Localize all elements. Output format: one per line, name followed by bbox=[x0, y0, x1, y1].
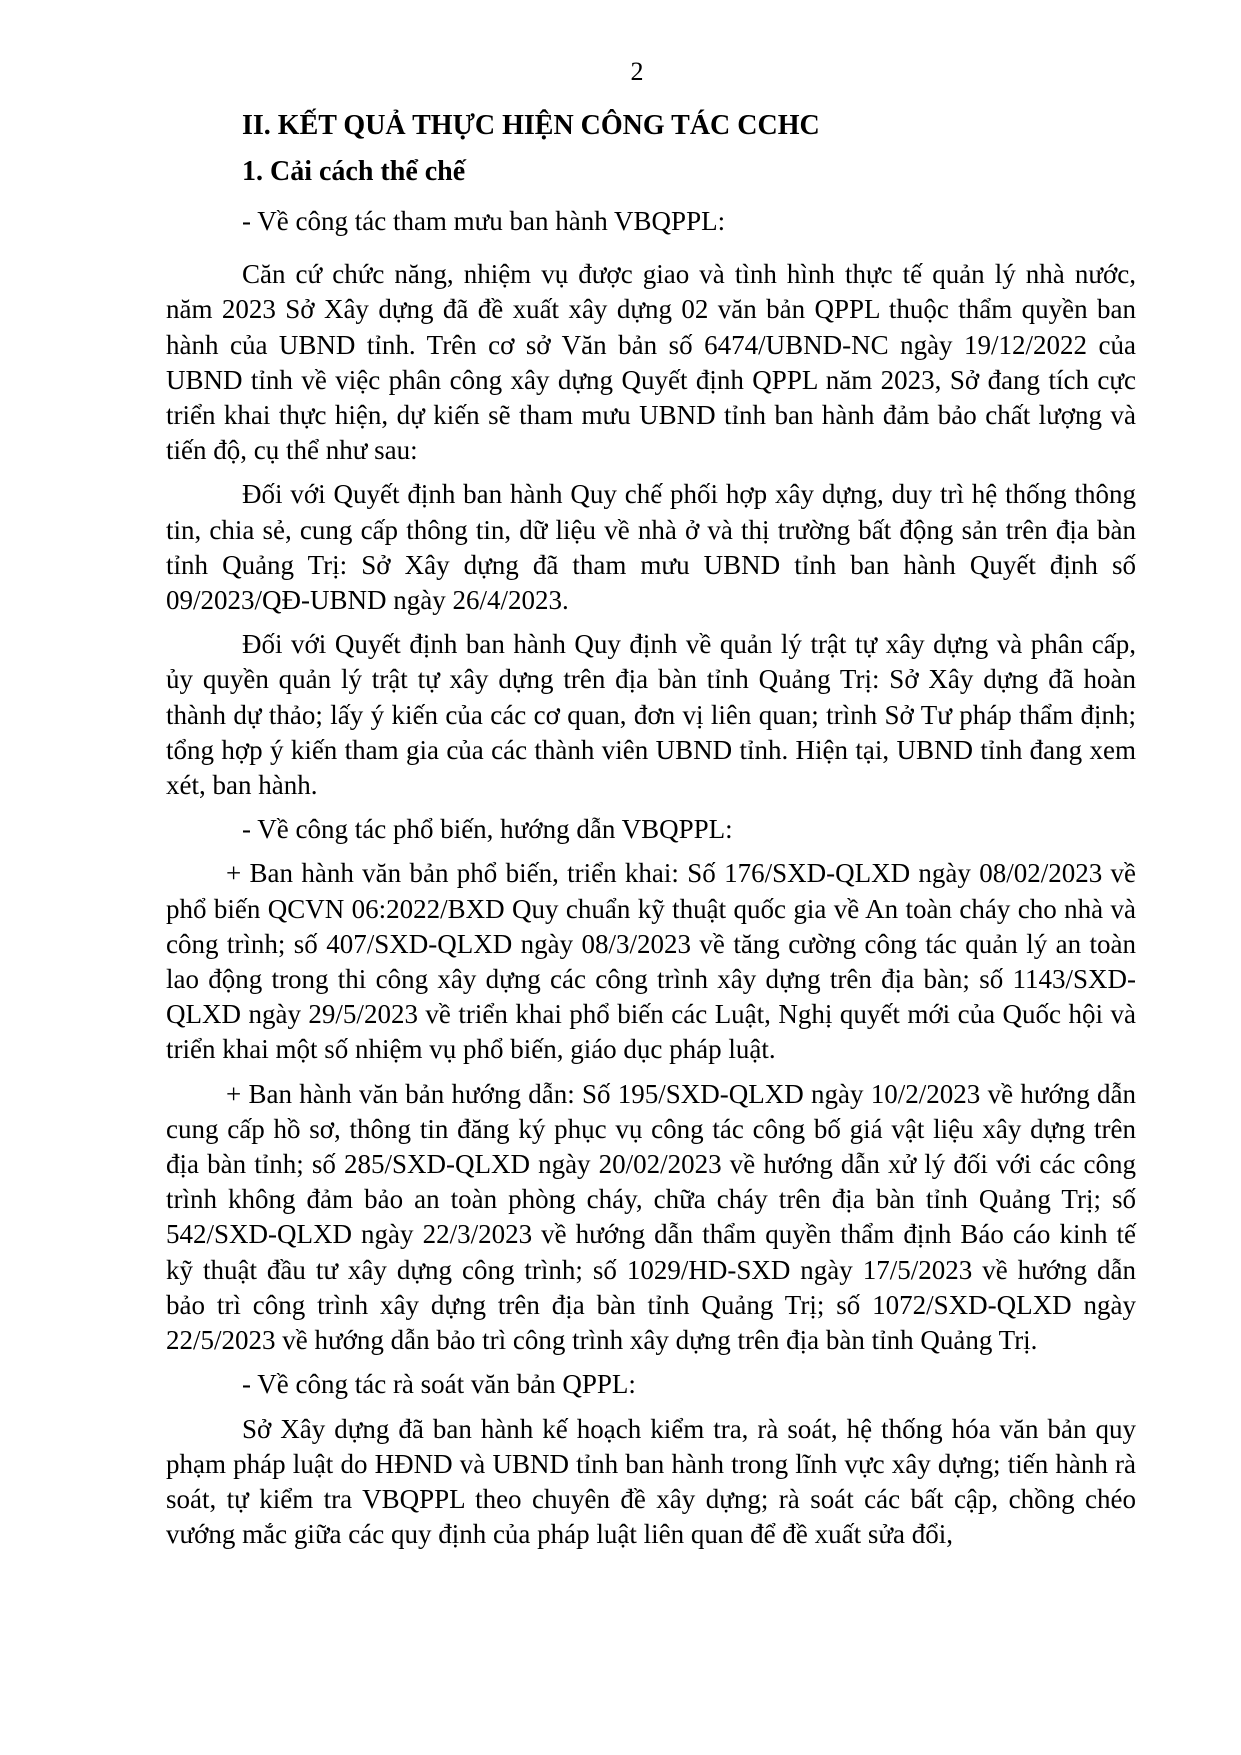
paragraph-dash-drafting: - Về công tác tham mưu ban hành VBQPPL: bbox=[242, 206, 726, 236]
paragraph-plus-guidance: + Ban hành văn bản hướng dẫn: Số 195/SXD-QLXD ngày 10/2/2023 về hướng dẫn cung cấp hồ sơ, thông tin đăng ký phục vụ công tác công bố giá vật liệu xây dựng trên địa bàn tỉnh; số 285/SXD-QLXD ngày 20/02/2023 về hướng dẫn xử lý đối với các công trình không đảm bảo an toàn phòng cháy, chữa cháy trên địa bàn tỉnh Quảng Trị; số 542/SXD-QLXD ngày 22/3/2023 về hướng dẫn thẩm quyền thẩm định Báo cáo kinh tế kỹ thuật đầu tư xây dựng công trình; số 1029/HD-SXD ngày 17/5/2023 về hướng dẫn bảo trì công trình xây dựng trên địa bàn tỉnh Quảng Trị; số 1072/SXD-QLXD ngày 22/5/2023 về hướng dẫn bảo trì công trình xây dựng trên địa bàn tỉnh Quảng Trị. bbox=[166, 1078, 1136, 1356]
paragraph-dash-dissemination: - Về công tác phổ biến, hướng dẫn VBQPPL: bbox=[242, 814, 733, 845]
paragraph-dash-review: - Về công tác rà soát văn bản QPPL: bbox=[242, 1369, 636, 1400]
section-heading: II. KẾT QUẢ THỰC HIỆN CÔNG TÁC CCHC bbox=[242, 110, 820, 141]
paragraph-plus-dissemination: + Ban hành văn bản phổ biến, triển khai: Số 176/SXD-QLXD ngày 08/02/2023 về phổ biến QCVN 06:2022/BXD Quy chuẩn kỹ thuật quốc gia về An toàn cháy cho nhà và công trình; số 407/SXD-QLXD ngày 08/3/2023 về tăng cường công tác quản lý an toàn lao động trong thi công xây dựng các công trình xây dựng trên địa bàn; số 1143/SXD-QLXD ngày 29/5/2023 về triển khai phổ biến các Luật, Nghị quyết mới của Quốc hội và triển khai một số nhiệm vụ phổ biến, giáo dục pháp luật. bbox=[166, 858, 1136, 1065]
paragraph-decision-housing-info: Đối với Quyết định ban hành Quy chế phối hợp xây dựng, duy trì hệ thống thông tin, chia sẻ, cung cấp thông tin, dữ liệu về nhà ở và thị trường bất động sản trên địa bàn tỉnh Quảng Trị: Sở Xây dựng đã tham mưu UBND tỉnh ban hành Quyết định số 09/2023/QĐ-UBND ngày 26/4/2023. bbox=[166, 479, 1136, 616]
subsection-heading: 1. Cải cách thể chế bbox=[242, 156, 466, 187]
document-page bbox=[166, 52, 1136, 1561]
page-number: 2 bbox=[630, 57, 644, 86]
paragraph-review-plan: Sở Xây dựng đã ban hành kế hoạch kiểm tra, rà soát, hệ thống hóa văn bản quy phạm pháp luật do HĐND và UBND tỉnh ban hành trong lĩnh vực xây dựng; tiến hành rà soát, tự kiểm tra VBQPPL theo chuyên đề xây dựng; rà soát các bất cập, chồng chéo vướng mắc giữa các quy định của pháp luật liên quan để đề xuất sửa đổi, bbox=[166, 1413, 1136, 1550]
paragraph-decision-construction-order: Đối với Quyết định ban hành Quy định về quản lý trật tự xây dựng và phân cấp, ủy quyền quản lý trật tự xây dựng trên địa bàn tỉnh Quảng Trị: Sở Xây dựng đã hoàn thành dự thảo; lấy ý kiến của các cơ quan, đơn vị liên quan; trình Sở Tư pháp thẩm định; tổng hợp ý kiến tham gia của các thành viên UBND tỉnh. Hiện tại, UBND tỉnh đang xem xét, ban hành. bbox=[166, 629, 1136, 801]
paragraph-basis: Căn cứ chức năng, nhiệm vụ được giao và tình hình thực tế quản lý nhà nước, năm 2023 Sở Xây dựng đã đề xuất xây dựng 02 văn bản QPPL thuộc thẩm quyền ban hành của UBND tỉnh. Trên cơ sở Văn bản số 6474/UBND-NC ngày 19/12/2022 của UBND tỉnh về việc phân công xây dựng Quyết định QPPL năm 2023, Sở đang tích cực triển khai thực hiện, dự kiến sẽ tham mưu UBND tỉnh ban hành đảm bảo chất lượng và tiến độ, cụ thể như sau: bbox=[166, 259, 1136, 466]
